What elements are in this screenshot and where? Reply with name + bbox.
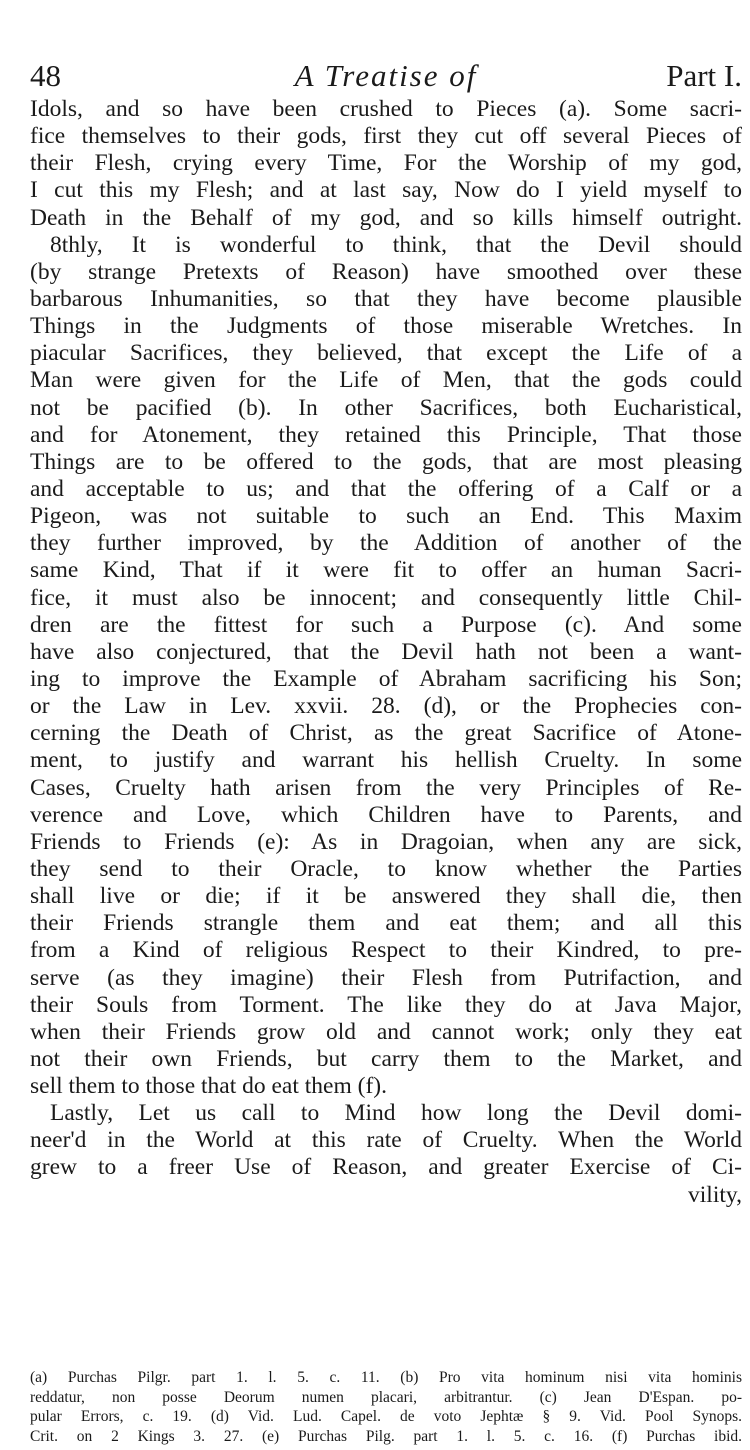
footnotes <box>30 1368 742 1446</box>
text-line: ing to improve the Example of Abraham sacrificing his Son; <box>30 665 742 692</box>
text-line: Friends to Friends (e): As in Dragoian, when any are sick, <box>30 828 742 855</box>
text-line: barbarous Inhumanities, so that they have become plausible <box>30 285 742 312</box>
text-line: and for Atonement, they retained this Principle, That those <box>30 421 742 448</box>
text-line: Man were given for the Life of Men, that the gods could <box>30 367 742 394</box>
page-header <box>30 54 742 98</box>
text-line: serve (as they imagine) their Flesh from Putrifaction, and <box>30 964 742 991</box>
text-line: when their Friends grow old and cannot work; only they eat <box>30 1018 742 1045</box>
text-line: ment, to justify and warrant his hellish Cruelty. In some <box>30 747 742 774</box>
text-line: Things in the Judgments of those miserable Wretches. In <box>30 313 742 340</box>
footnote-line: pular Errors, c. 19. (d) Vid. Lud. Capel. de voto Jephtæ § 9. Vid. Pool Synops. <box>30 1408 742 1425</box>
text-line: I cut this my Flesh; and at last say, Now do I yield myself to <box>30 177 742 204</box>
text-line: fice themselves to their gods, first they cut off several Pieces of <box>30 123 742 150</box>
text-line: their Flesh, crying every Time, For the Worship of my god, <box>30 150 742 177</box>
text-line: or the Law in Lev. xxvii. 28. (d), or the Prophecies con- <box>30 693 742 720</box>
text-line: Things are to be offered to the gods, that are most pleasing <box>30 448 742 475</box>
text-line: and acceptable to us; and that the offering of a Calf or a <box>30 475 742 502</box>
text-line: vility, <box>688 1181 742 1208</box>
page-number: 48 <box>30 58 61 93</box>
running-title: A Treatise of <box>294 58 478 93</box>
text-line: (by strange Pretexts of Reason) have smoothed over these <box>30 258 742 285</box>
footnote-line: Crit. on 2 Kings 3. 27. (e) Purchas Pilg. part 1. l. 5. c. 16. (f) Purchas ibid. <box>30 1427 742 1445</box>
text-line: cerning the Death of Christ, as the great Sacrifice of Atone- <box>30 720 742 747</box>
text-line: dren are the fittest for such a Purpose (c). And some <box>30 611 742 638</box>
text-line: Lastly, Let us call to Mind how long the Devil domi- <box>50 1100 742 1127</box>
text-line: grew to a freer Use of Reason, and greater Exercise of Ci- <box>30 1154 742 1181</box>
text-line: their Souls from Torment. The like they do at Java Major, <box>30 991 742 1018</box>
body-text <box>30 96 742 1209</box>
text-line: Idols, and so have been crushed to Pieces (a). Some sacri- <box>30 96 742 122</box>
text-line: not be pacified (b). In other Sacrifices, both Eucharistical, <box>30 394 742 421</box>
text-line: their Friends strangle them and eat them; and all this <box>30 910 742 937</box>
text-line: shall live or die; if it be answered they shall die, then <box>30 883 742 910</box>
text-line: piacular Sacrifices, they believed, that except the Life of a <box>30 340 742 367</box>
text-line: they further improved, by the Addition of another of the <box>30 530 742 557</box>
footnote-line: (a) Purchas Pilgr. part 1. l. 5. c. 11. (b) Pro vita hominum nisi vita hominis <box>30 1369 742 1386</box>
text-line: Cases, Cruelty hath arisen from the very Principles of Re- <box>30 774 742 801</box>
text-line: they send to their Oracle, to know whether the Parties <box>30 855 742 882</box>
text-line: same Kind, That if it were fit to offer an human Sacri- <box>30 557 742 584</box>
text-line: from a Kind of religious Respect to their Kindred, to pre- <box>30 937 742 964</box>
text-line: not their own Friends, but carry them to the Market, and <box>30 1045 742 1072</box>
text-line: Pigeon, was not suitable to such an End. This Maxim <box>30 503 742 530</box>
text-line: verence and Love, which Children have to Parents, and <box>30 801 742 828</box>
text-line: fice, it must also be innocent; and consequently little Chil- <box>30 584 742 611</box>
part-label: Part I. <box>666 58 742 93</box>
text-line: neer'd in the World at this rate of Cruelty. When the World <box>30 1127 742 1154</box>
text-line: 8thly, It is wonderful to think, that the Devil should <box>50 231 742 258</box>
footnote-line: reddatur, non posse Deorum numen placari, arbitrantur. (c) Jean D'Espan. po- <box>30 1388 742 1406</box>
text-line: sell them to those that do eat them (f). <box>30 1073 387 1100</box>
text-line: have also conjectured, that the Devil hath not been a want- <box>30 638 742 665</box>
text-line: Death in the Behalf of my god, and so kills himself outright. <box>30 204 742 231</box>
